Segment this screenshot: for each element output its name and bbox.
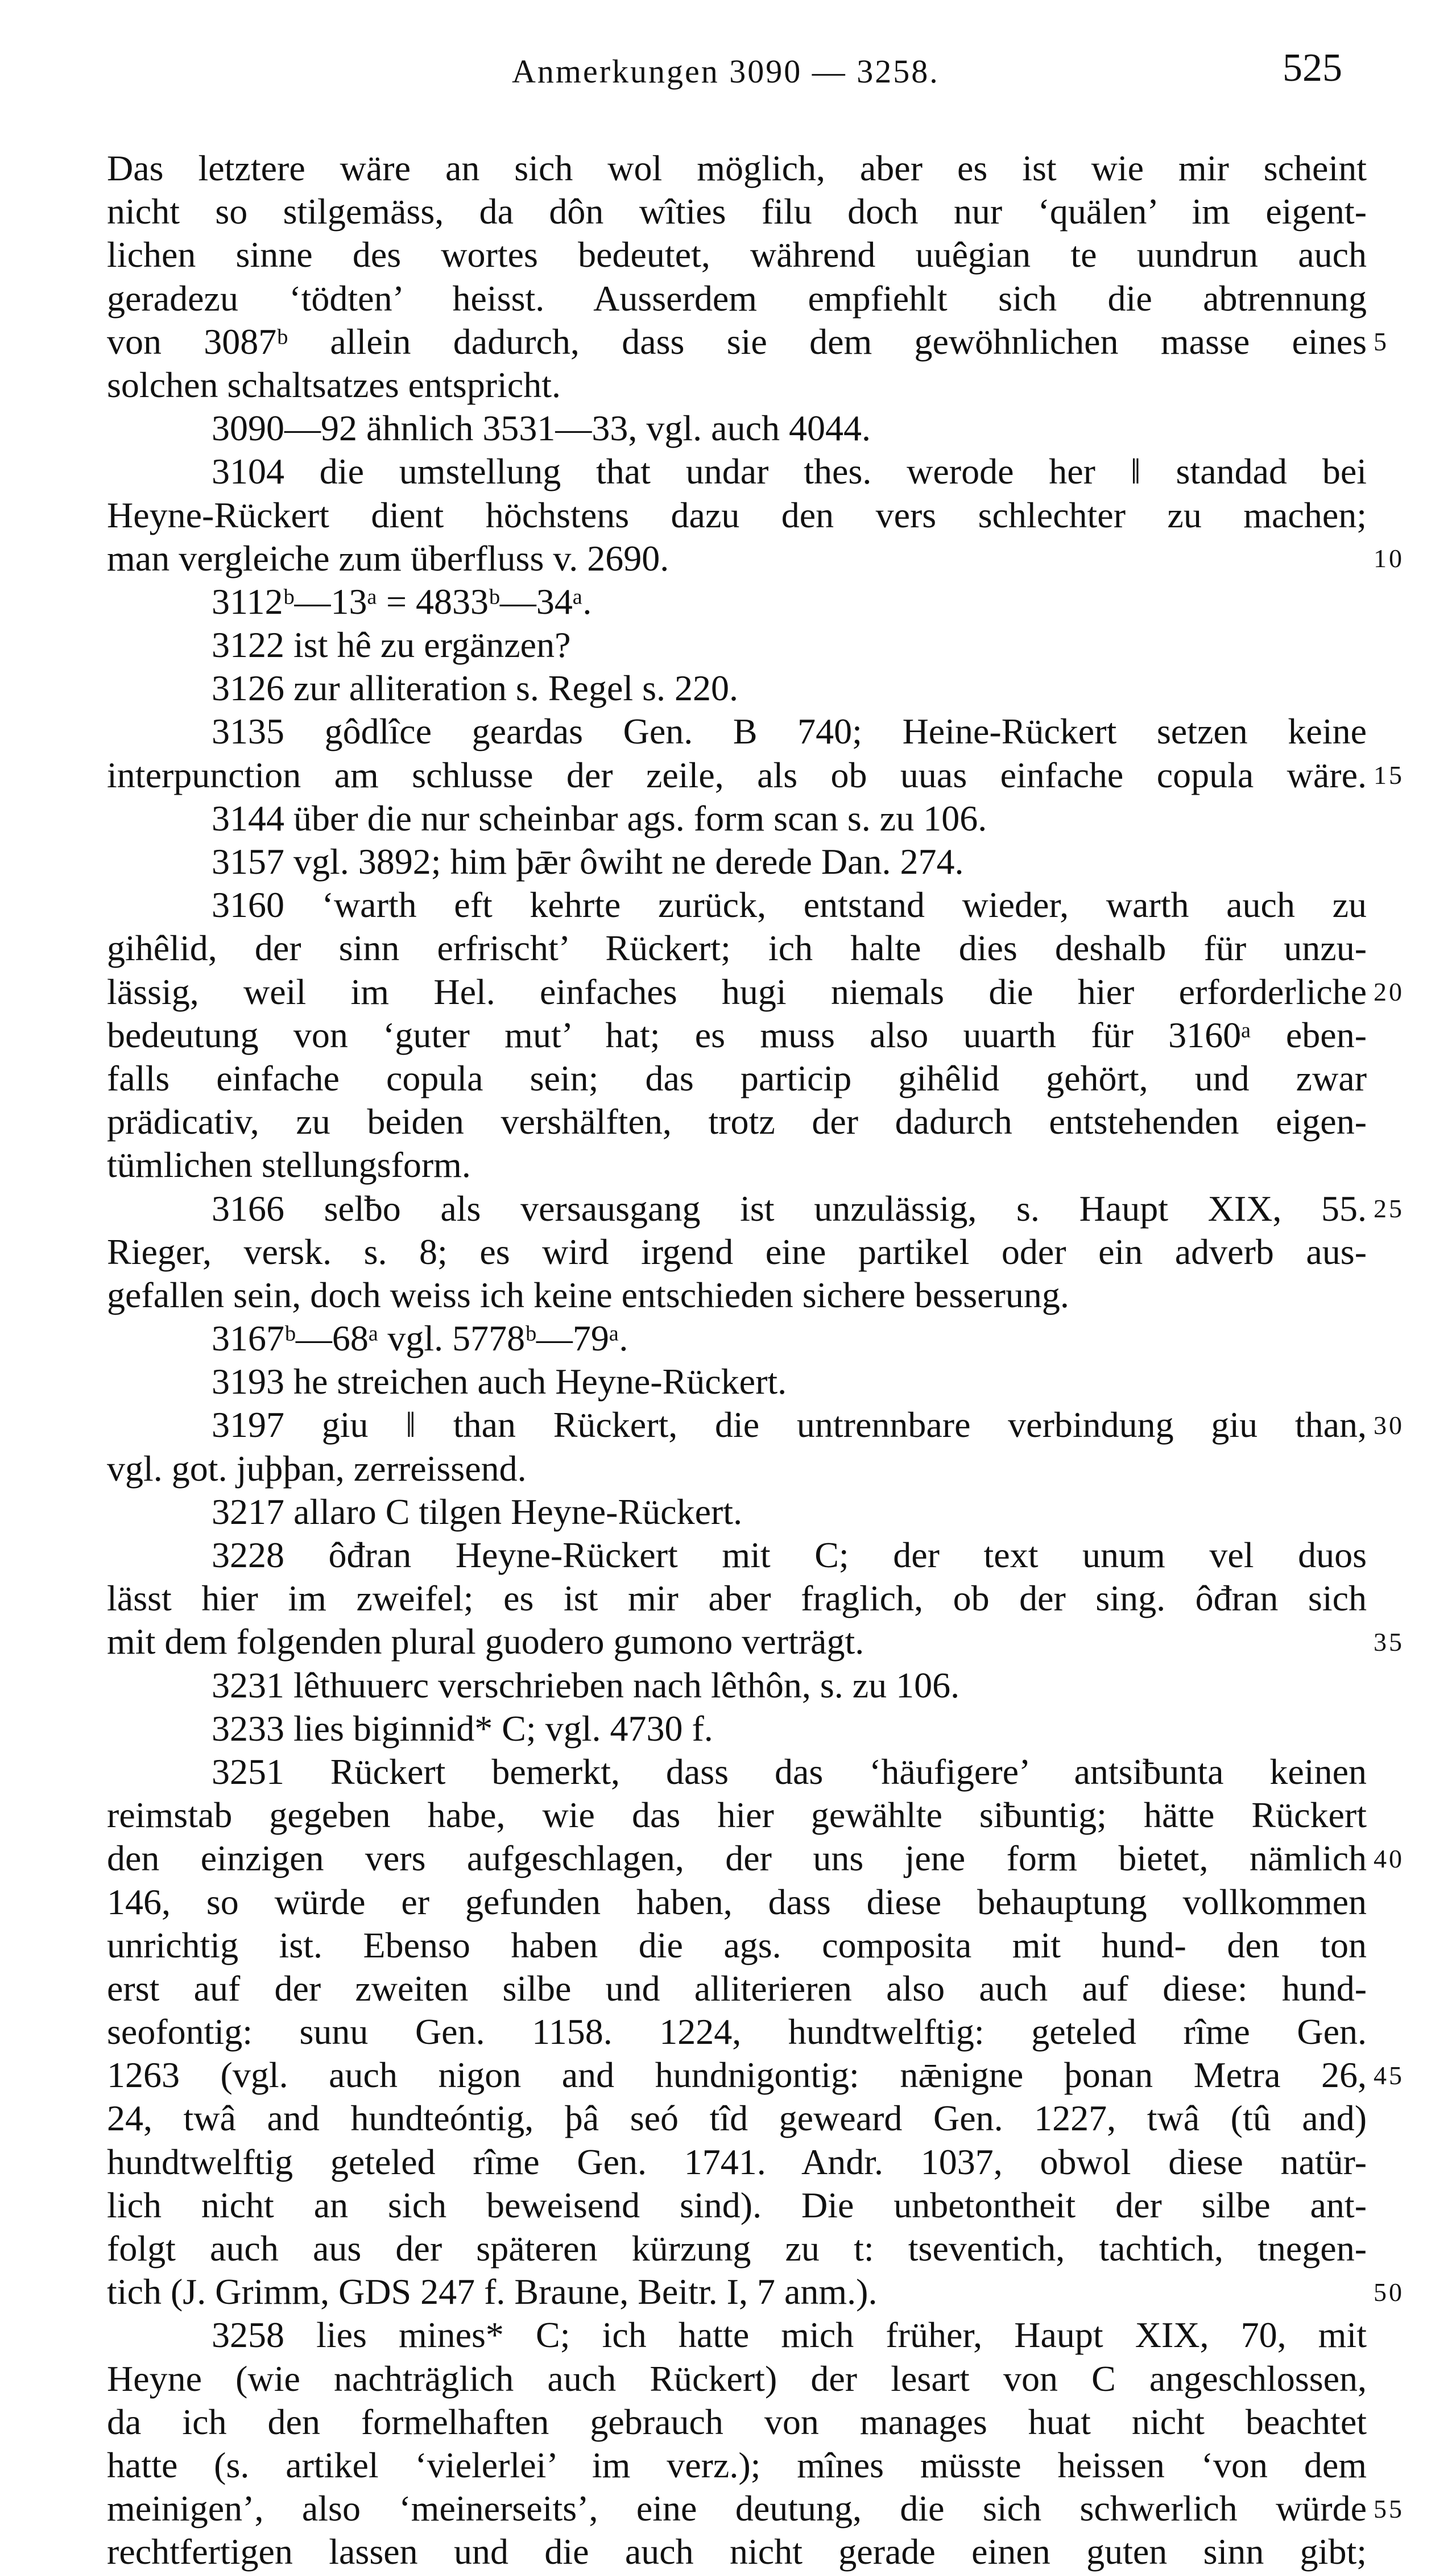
text-line: 3160 ‘warth eft kehrte zurück, entstand wieder, warth auch zu: [212, 885, 1367, 926]
text-line: falls einfache copula sein; das particip gihêlid gehört, und zwar: [107, 1057, 1367, 1098]
text-line: folgt auch aus der späteren kürzung zu t: tseventich, tachtich, tnegen-: [107, 2228, 1367, 2269]
text-line: seofontig: sunu Gen. 1158. 1224, hundtwelftig: geteled rîme Gen.: [107, 2011, 1367, 2052]
text-line: lässt hier im zweifel; es ist mir aber fraglich, ob der sing. ôđran sich: [107, 1578, 1367, 1619]
text-line: interpunction am schlusse der zeile, als ob uuas einfache copula wäre.: [107, 754, 1367, 795]
text-line: 24, twâ and hundteóntig, þâ seó tîd geweard Gen. 1227, twâ (tû and): [107, 2098, 1367, 2139]
text-line: hundtwelftig geteled rîme Gen. 1741. Andr. 1037, obwol diese natür-: [107, 2141, 1367, 2182]
text-line: 3231 lêthuuerc verschrieben nach lêthôn, s. zu 106.: [212, 1664, 960, 1705]
text-line: hatte (s. artikel ‘vielerlei’ im verz.); mînes müsste heissen ‘von dem: [107, 2444, 1367, 2485]
text-line: lich nicht an sich beweisend sind). Die unbetontheit der silbe ant-: [107, 2184, 1367, 2225]
margin-line-number: 25: [1374, 1193, 1404, 1223]
text-line: rechtfertigen lassen und die auch nicht gerade einen guten sinn gibt;: [107, 2531, 1367, 2572]
text-line: Heyne-Rückert dient höchstens dazu den vers schlechter zu machen;: [107, 494, 1367, 535]
text-line: 3157 vgl. 3892; him þǣr ôwiht ne derede Dan. 274.: [212, 841, 964, 882]
margin-line-number: 5: [1374, 327, 1389, 356]
text-line: da ich den formelhaften gebrauch von manages huat nicht beachtet: [107, 2401, 1367, 2442]
text-line: Heyne (wie nachträglich auch Rückert) der lesart von C angeschlossen,: [107, 2358, 1367, 2399]
text-line: 3217 allaro C tilgen Heyne-Rückert.: [212, 1491, 743, 1532]
text-line: 3104 die umstellung that undar thes. werode her ‖ standad bei: [212, 451, 1367, 492]
text-line: 3112ᵇ—13ᵃ = 4833ᵇ—34ᵃ.: [212, 581, 592, 622]
text-line: nicht so stilgemäss, da dôn wîties filu doch nur ‘quälen’ im eigent-: [107, 191, 1367, 232]
margin-line-number: 30: [1374, 1410, 1404, 1440]
text-line: geradezu ‘tödten’ heisst. Ausserdem empfiehlt sich die abtrennung: [107, 278, 1367, 319]
text-line: gefallen sein, doch weiss ich keine entschieden sichere besserung.: [107, 1274, 1069, 1315]
running-head: [0, 46, 1456, 98]
text-line: tich (J. Grimm, GDS 247 f. Braune, Beitr. I, 7 anm.).: [107, 2271, 878, 2312]
text-line: solchen schaltsatzes entspricht.: [107, 364, 561, 405]
text-line: vgl. got. juþþan, zerreissend.: [107, 1448, 527, 1489]
text-line: 3166 selƀo als versausgang ist unzulässig, s. Haupt XIX, 55.: [212, 1188, 1367, 1229]
text-line: den einzigen vers aufgeschlagen, der uns jene form bietet, nämlich: [107, 1838, 1367, 1879]
annotation-text: [107, 147, 1367, 2574]
text-line: 3135 gôdlîce geardas Gen. B 740; Heine-Rückert setzen keine: [212, 711, 1367, 752]
text-line: Das letztere wäre an sich wol möglich, aber es ist wie mir scheint: [107, 148, 1367, 188]
text-line: Rieger, versk. s. 8; es wird irgend eine partikel oder ein adverb aus-: [107, 1231, 1367, 1272]
text-line: 3193 he streichen auch Heyne-Rückert.: [212, 1361, 787, 1402]
text-line: man vergleiche zum überfluss v. 2690.: [107, 538, 669, 579]
margin-line-number: 50: [1374, 2277, 1404, 2307]
text-line: meinigen’, also ‘meinerseits’, eine deutung, die sich schwerlich würde: [107, 2488, 1367, 2529]
margin-line-number: 10: [1374, 543, 1404, 573]
text-line: mit dem folgenden plural guodero gumono verträgt.: [107, 1621, 864, 1662]
running-head-title: Anmerkungen 3090 — 3258.: [512, 53, 940, 90]
text-line: 3144 über die nur scheinbar ags. form scan s. zu 106.: [212, 798, 987, 838]
text-line: 3197 giu ‖ than Rückert, die untrennbare verbindung giu than,: [212, 1404, 1367, 1445]
text-line: 3251 Rückert bemerkt, dass das ‘häufigere’ antsiƀunta keinen: [212, 1751, 1367, 1792]
text-line: 3167ᵇ—68ᵃ vgl. 5778ᵇ—79ᵃ.: [212, 1318, 628, 1359]
text-line: reimstab gegeben habe, wie das hier gewählte siƀuntig; hätte Rückert: [107, 1795, 1367, 1836]
text-line: 3258 lies mines* C; ich hatte mich früher, Haupt XIX, 70, mit: [212, 2315, 1367, 2356]
margin-line-number: 45: [1374, 2060, 1404, 2090]
text-line: erst auf der zweiten silbe und alliterieren also auch auf diese: hund-: [107, 1968, 1367, 2009]
margin-line-number: 40: [1374, 1844, 1404, 1873]
text-line: bedeutung von ‘guter mut’ hat; es muss also uuarth für 3160ᵃ eben-: [107, 1014, 1367, 1055]
text-line: 3122 ist hê zu ergänzen?: [212, 625, 571, 666]
text-line: 146, so würde er gefunden haben, dass diese behauptung vollkommen: [107, 1881, 1367, 1922]
text-line: 3228 ôđran Heyne-Rückert mit C; der text unum vel duos: [212, 1535, 1367, 1575]
margin-line-number: 35: [1374, 1627, 1404, 1656]
text-line: 3126 zur alliteration s. Regel s. 220.: [212, 668, 739, 709]
text-line: lässig, weil im Hel. einfaches hugi niemals die hier erforderliche: [107, 971, 1367, 1012]
text-line: prädicativ, zu beiden vershälften, trotz der dadurch entstehenden eigen-: [107, 1101, 1367, 1142]
text-line: tümlichen stellungsform.: [107, 1145, 471, 1185]
text-line: lichen sinne des wortes bedeutet, während uuêgian te uundrun auch: [107, 234, 1367, 275]
text-line: 3090—92 ähnlich 3531—33, vgl. auch 4044.: [212, 408, 871, 449]
page-number: 525: [1283, 46, 1342, 90]
margin-line-number: 20: [1374, 977, 1404, 1006]
margin-line-number: 15: [1374, 760, 1404, 790]
text-line: von 3087ᵇ allein dadurch, dass sie dem gewöhnlichen masse eines: [107, 321, 1367, 362]
text-line: 3233 lies biginnid* C; vgl. 4730 f.: [212, 1708, 713, 1749]
text-line: 1263 (vgl. auch nigon and hundnigontig: nǣnigne þonan Metra 26,: [107, 2055, 1367, 2096]
text-line: unrichtig ist. Ebenso haben die ags. composita mit hund- den ton: [107, 1924, 1367, 1965]
margin-line-number: 55: [1374, 2494, 1404, 2523]
text-line: gihêlid, der sinn erfrischt’ Rückert; ich halte dies deshalb für unzu-: [107, 928, 1367, 969]
